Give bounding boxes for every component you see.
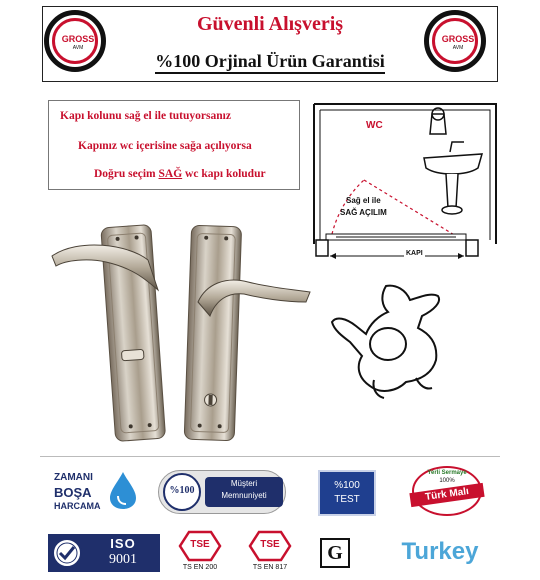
checkmark-seal-icon bbox=[51, 537, 83, 569]
door-handle-image bbox=[48, 220, 318, 450]
musteri-memnuniyeti-badge: %100 Müşteri Memnuniyeti bbox=[158, 470, 286, 514]
person-top-view-illustration bbox=[326, 282, 466, 402]
instruction-line-1: Kapı kolunu sağ el ile tutuyorsanız bbox=[60, 110, 231, 122]
door-label: KAPI bbox=[406, 250, 423, 257]
wc-door-diagram bbox=[306, 96, 506, 266]
footer-divider bbox=[40, 456, 500, 457]
tse-en-817-badge: TSE TS EN 817 bbox=[244, 530, 296, 574]
turk-mali-badge: Yerli Sermaye 100% Türk Malı bbox=[404, 462, 490, 520]
instruction-line-2: Kapınız wc içerisine sağa açılıyorsa bbox=[78, 140, 252, 152]
instruction-line-3: Doğru seçim SAĞ wc kapı koludur bbox=[94, 168, 266, 180]
tse-en-200-badge: TSE TS EN 200 bbox=[174, 530, 226, 574]
wc-label: WC bbox=[366, 120, 383, 131]
gross-logo-right: GROSS AVM bbox=[424, 10, 486, 72]
turkey-label: Turkey bbox=[401, 538, 479, 565]
test-badge: %100 TEST bbox=[318, 470, 376, 516]
opening-label: SAĞ AÇILIM bbox=[340, 208, 387, 217]
header-title: Güvenli Alışveriş bbox=[196, 13, 344, 35]
header-subtitle: %100 Orjinal Ürün Garantisi bbox=[43, 51, 497, 72]
iso-9001-badge: ISO 9001 bbox=[48, 534, 160, 572]
gross-logo-left: GROSS AVM bbox=[44, 10, 106, 72]
g-certification-mark: G bbox=[320, 538, 350, 568]
hand-label: Sağ el ile bbox=[346, 196, 381, 205]
zamani-bosa-harcama-badge: ZAMANI BOŞA HARCAMA bbox=[50, 468, 142, 518]
water-drop-icon bbox=[108, 470, 138, 510]
